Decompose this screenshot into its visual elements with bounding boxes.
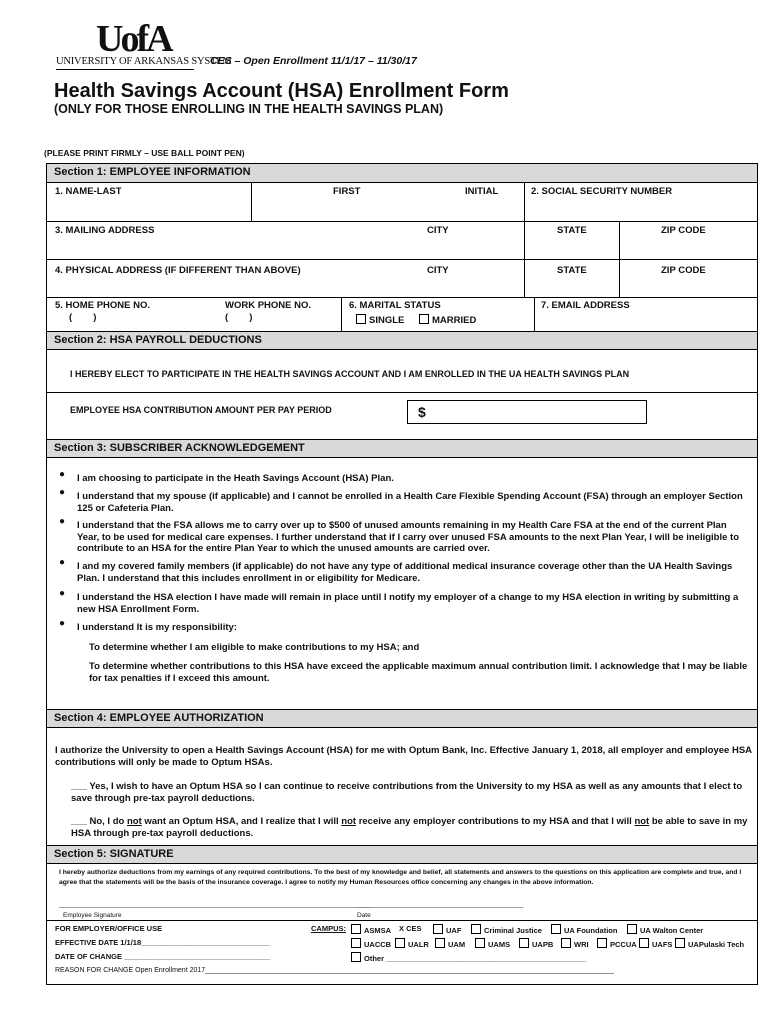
elect-statement: I HEREBY ELECT TO PARTICIPATE IN THE HEALTH SAVINGS ACCOUNT AND I AM ENROLLED IN THE UA HEALTH SAVINGS PLAN xyxy=(70,369,630,379)
bullet-icon: ● xyxy=(59,557,66,568)
ack-item: I am choosing to participate in the Heath Savings Account (HSA) Plan. xyxy=(77,473,394,484)
section-1-header: Section 1: EMPLOYEE INFORMATION xyxy=(47,164,757,183)
physical-address-field[interactable]: 4. PHYSICAL ADDRESS (IF DIFFERENT THAN ABOVE) xyxy=(55,265,301,276)
bullet-icon: ● xyxy=(59,588,66,599)
campus-option[interactable]: UAF xyxy=(433,924,461,935)
work-phone-paren: ( ) xyxy=(225,312,253,323)
ack-item: I understand It is my responsibility: xyxy=(77,622,237,633)
section-5-header: Section 5: SIGNATURE xyxy=(47,845,757,864)
date-of-change-field[interactable]: DATE OF CHANGE ___________________________________ xyxy=(55,952,271,961)
signature-statement: I hereby authorize deductions from my earnings of any required contributions. To the best of my knowledge and belief, all statements and answers to the questions on this application are complete and true, and I agree that the statements will be the basis of the insurance coverage. I agree to notify my Human Resources office concerning any changes in the above information. xyxy=(59,869,742,886)
campus-option[interactable]: UALR xyxy=(395,938,429,949)
ack-subitem: To determine whether I am eligible to make contributions to my HSA; and xyxy=(89,642,420,653)
work-phone-field[interactable]: WORK PHONE NO. xyxy=(225,300,312,311)
campus-option[interactable]: UAFS xyxy=(639,938,672,949)
single-checkbox[interactable]: SINGLE xyxy=(356,314,404,326)
campus-label: CAMPUS: xyxy=(311,924,346,933)
signature-line[interactable]: ______________________________________________________________________________________ xyxy=(59,901,370,908)
office-use-label: FOR EMPLOYER/OFFICE USE xyxy=(55,924,163,933)
home-phone-field[interactable]: 5. HOME PHONE NO. xyxy=(55,300,151,311)
campus-option[interactable]: ASMSA xyxy=(351,924,391,935)
campus-option[interactable]: UAPB xyxy=(519,938,553,949)
page-title: Health Savings Account (HSA) Enrollment Form xyxy=(54,80,509,102)
home-phone-paren: ( ) xyxy=(69,312,97,323)
bullet-icon: ● xyxy=(59,516,66,527)
section-2-header: Section 2: HSA PAYROLL DEDUCTIONS xyxy=(47,331,757,350)
physical-city-field[interactable]: CITY xyxy=(427,265,449,276)
campus-option[interactable]: Criminal Justice xyxy=(471,924,542,935)
enrollment-period: CES – Open Enrollment 11/1/17 – 11/30/17 xyxy=(210,55,417,67)
campus-option[interactable]: PCCUA xyxy=(597,938,637,949)
ack-item: I understand that the FSA allows me to carry over up to $500 of unused amounts remaining in my Health Care FSA at the end of the current Plan Year, to be used for medical care expenses. I further understand that if I carry over unused FSA amounts to the next Plan Year, I will be ineligible to contribute to an HSA for the entire Plan Year to which the unused amounts are carried over. xyxy=(77,520,740,554)
no-option[interactable]: ___ No, I do not want an Optum HSA, and I realize that I will not receive any employer contributions to my HSA and that I will not be able to save in my HSA through pre-tax payroll deductions. xyxy=(71,816,748,839)
yes-option[interactable]: ___ Yes, I wish to have an Optum HSA so I can continue to receive contributions from the University to my HSA as well as any amounts that I elect to save through pre-tax payroll deductions. xyxy=(71,781,743,804)
campus-option[interactable]: UACCB xyxy=(351,938,391,949)
authorization-text: I authorize the University to open a Health Savings Account (HSA) for me with Optum Bank, Inc. Effective January 1, 2018, all employer and employee HSA contributions will only be made to Optum HSAs. xyxy=(55,745,752,768)
logo-text: UNIVERSITY OF ARKANSAS SYSTEM xyxy=(56,56,232,67)
section-3-header: Section 3: SUBSCRIBER ACKNOWLEDGEMENT xyxy=(47,439,757,458)
mailing-address-field[interactable]: 3. MAILING ADDRESS xyxy=(55,225,155,236)
print-note: (PLEASE PRINT FIRMLY – USE BALL POINT PEN) xyxy=(44,148,245,158)
section-4-header: Section 4: EMPLOYEE AUTHORIZATION xyxy=(47,709,757,728)
campus-option[interactable]: UA Walton Center xyxy=(627,924,703,935)
ack-subitem: To determine whether contributions to this HSA have exceed the applicable maximum annual contribution limit. I acknowledge that I may be liable for tax penalties if I exceed this amount. xyxy=(89,661,748,684)
ssn-field[interactable]: 2. SOCIAL SECURITY NUMBER xyxy=(531,186,673,197)
initial-field[interactable]: INITIAL xyxy=(465,186,499,197)
enrollment-form xyxy=(46,163,758,985)
date-label: Date xyxy=(357,912,371,919)
bullet-icon: ● xyxy=(59,618,66,629)
marital-status-label: 6. MARITAL STATUS xyxy=(349,300,441,311)
physical-zip-field[interactable]: ZIP CODE xyxy=(661,265,706,276)
campus-option[interactable]: X CES xyxy=(399,924,422,933)
ack-item: I understand that my spouse (if applicable) and I cannot be enrolled in a Health Care Flexible Spending Account (FSA) through an employer Section 125 or Cafeteria Plan. xyxy=(77,491,743,514)
ua-logo-mark: UofA xyxy=(96,18,171,60)
bullet-icon: ● xyxy=(59,469,66,480)
campus-option[interactable]: UA Foundation xyxy=(551,924,617,935)
employee-signature-label: Employee Signature xyxy=(63,912,122,919)
mailing-city-field[interactable]: CITY xyxy=(427,225,449,236)
mailing-zip-field[interactable]: ZIP CODE xyxy=(661,225,706,236)
page-subtitle: (ONLY FOR THOSE ENROLLING IN THE HEALTH SAVINGS PLAN) xyxy=(54,102,444,116)
email-field[interactable]: 7. EMAIL ADDRESS xyxy=(541,300,630,311)
ack-item: I understand the HSA election I have made will remain in place until I notify my employer of a change to my HSA election in writing by submitting a new HSA Enrollment Form. xyxy=(77,592,739,615)
mailing-state-field[interactable]: STATE xyxy=(557,225,587,236)
physical-state-field[interactable]: STATE xyxy=(557,265,587,276)
contribution-amount-input[interactable]: $ xyxy=(407,400,647,424)
effective-date-field[interactable]: EFFECTIVE DATE 1/1/18_______________________________ xyxy=(55,938,271,947)
campus-option[interactable]: WRI xyxy=(561,938,589,949)
campus-option[interactable]: UAM xyxy=(435,938,465,949)
contribution-amount-label: EMPLOYEE HSA CONTRIBUTION AMOUNT PER PAY PERIOD xyxy=(70,405,332,415)
logo-underline xyxy=(56,69,194,70)
bullet-icon: ● xyxy=(59,487,66,498)
reason-for-change-field[interactable]: REASON FOR CHANGE Open Enrollment 2017_________________________________________________________________________________________________________ xyxy=(55,967,614,974)
campus-option[interactable]: UAPulaski Tech xyxy=(675,938,744,949)
date-line[interactable]: ______________________________________________ xyxy=(357,901,524,908)
first-name-field[interactable]: FIRST xyxy=(333,186,361,197)
campus-other-field[interactable]: Other ________________________________________________ xyxy=(351,952,586,963)
married-checkbox[interactable]: MARRIED xyxy=(419,314,476,326)
campus-option[interactable]: UAMS xyxy=(475,938,510,949)
ack-item: I and my covered family members (if applicable) do not have any type of additional medical insurance coverage other than the UA Health Savings Plan. I understand that this includes enrollment in or eligibility for Medicare. xyxy=(77,561,733,584)
name-last-field[interactable]: 1. NAME-LAST xyxy=(55,186,122,197)
